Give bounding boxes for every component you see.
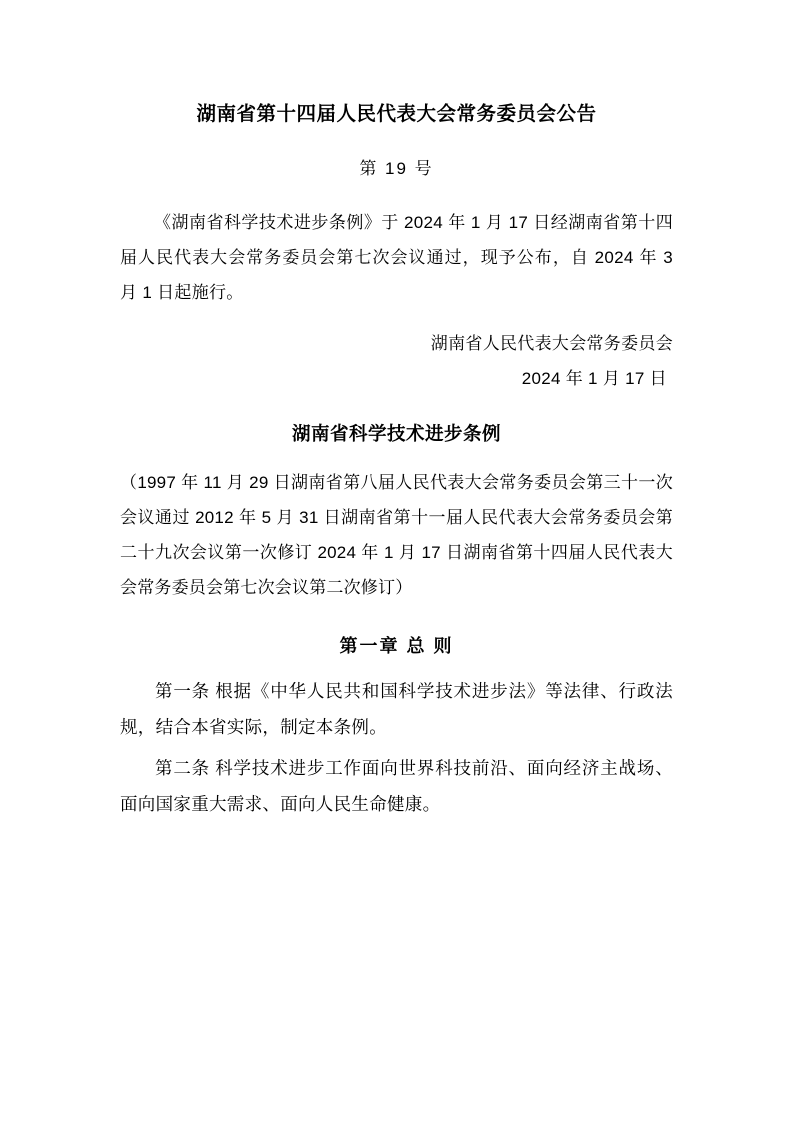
- spacer: [120, 317, 673, 327]
- issue-date-line: 2024 年 1 月 17 日: [521, 368, 667, 388]
- law-title: 湖南省科学技术进步条例: [291, 422, 501, 444]
- announcement-body: 《湖南省科学技术进步条例》于 2024 年 1 月 17 日经湖南省第十四届人民代表大会常务委员会第七次会议通过，现予公布，自 2024 年 3 月 1 日起施行。: [120, 213, 673, 303]
- article-item: 第一条 根据《中华人民共和国科学技术进步法》等法律、行政法规，结合本省实际，制定本条例。: [120, 680, 673, 737]
- chapter-heading: 第一章 总 则: [339, 635, 454, 656]
- issuer-line: 湖南省人民代表大会常务委员会: [430, 333, 673, 353]
- decree-number: 第 19 号: [359, 159, 434, 179]
- article-item: 第二条 科学技术进步工作面向世界科技前沿、面向经济主战场、面向国家重大需求、面向人民生命健康。: [120, 758, 673, 815]
- law-preamble: （1997 年 11 月 29 日湖南省第八届人民代表大会常务委员会第三十一次会议通过 2012 年 5 月 31 日湖南省第十一届人民代表大会常务委员会第二十九次会议第一次修订 2024 年 1 月 17 日湖南省第十四届人民代表大会常务委员会第七次会议第二次修订）: [120, 473, 673, 597]
- announcement-title: 湖南省第十四届人民代表大会常务委员会公告: [196, 103, 597, 125]
